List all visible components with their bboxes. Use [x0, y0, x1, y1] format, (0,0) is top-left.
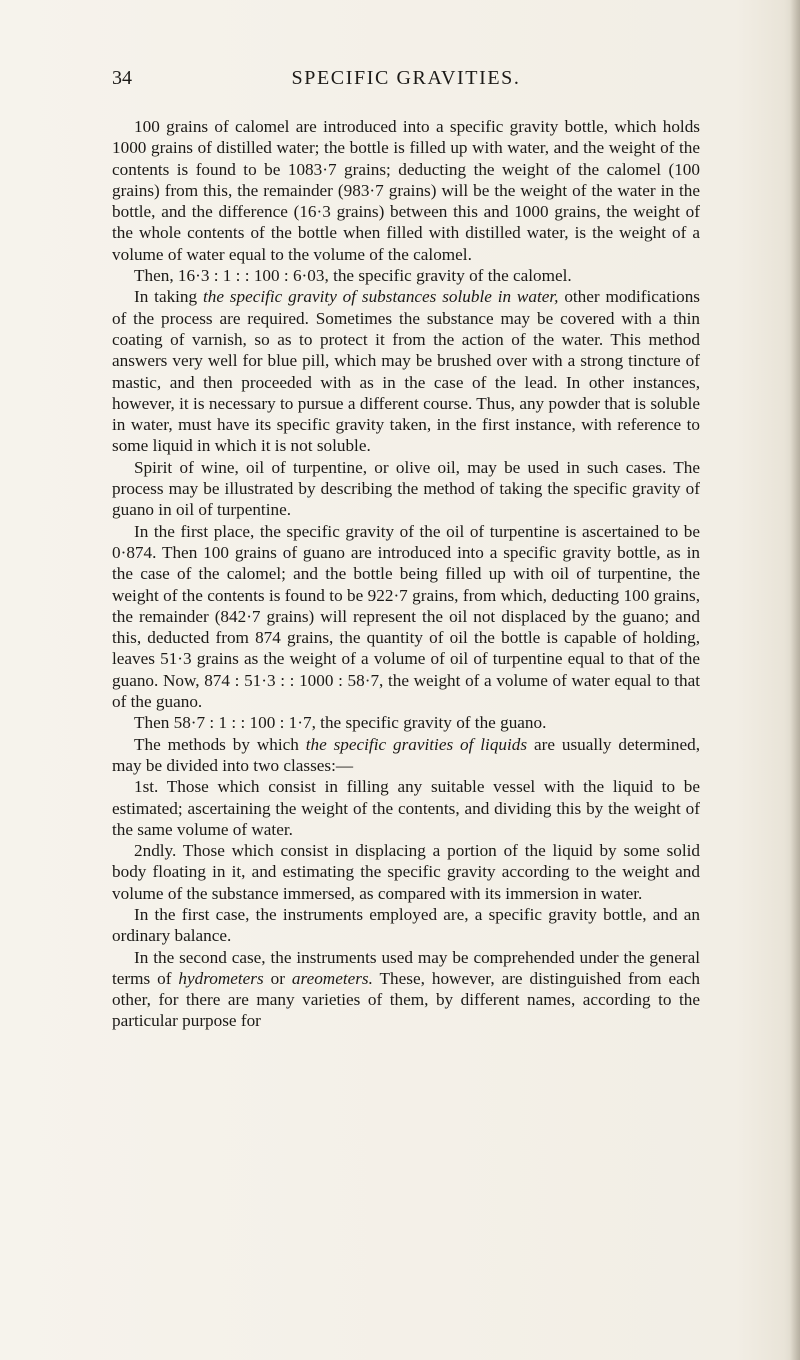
paragraph-first-case: In the first case, the instruments employed are, a specific gravity bottle, and an ordinary balance. [112, 904, 700, 946]
paragraph-text: These, however, are distinguished from each other, for there are many varieties of them, by different names, according to the particular purpose for [112, 968, 700, 1031]
page-edge-shadow [790, 0, 800, 1360]
page-number: 34 [112, 67, 132, 89]
italic-term: areometers. [291, 968, 373, 988]
paragraph-text: In the second case, the instruments used may be comprehended under the general terms of [112, 947, 700, 988]
paragraph-guano-result: Then 58·7 : 1 : : 100 : 1·7, the specific gravity of the guano. [134, 713, 547, 733]
paragraph-calomel-result: Then, 16·3 : 1 : : 100 : 6·03, the specific gravity of the calomel. [134, 266, 572, 286]
paragraph-liquid-methods [112, 734, 700, 777]
paragraph-second-class: 2ndly. Those which consist in displacing a portion of the liquid by some solid body floating in it, and estimating the specific gravity according to the weight and volume of the substance immersed, as compared with its immersion in water. [112, 841, 700, 903]
paragraph-calomel-method: 100 grains of calomel are introduced into a specific gravity bottle, which holds 1000 grains of distilled water; the bottle is filled up with water, and the weight of the contents is found to be 1083·7 grains; deducting the weight of the calomel (100 grains) from this, the remainder (983·7 grains) will be the weight of the water in the bottle, and the difference (16·3 grains) between this and 1000 grains, the weight of the whole contents of the bottle when filled with distilled water, is the weight of a volume of water equal to the volume of the calomel. [112, 117, 700, 264]
paragraph-second-case [112, 947, 700, 1032]
paragraph-text: other modifications of the process are required. Sometimes the substance may be covered with a thin coating of varnish, so as to protect it from the action of the water. This method answers very well for blue pill, which may be brushed over with a strong tincture of mastic, and then proceeded with as in the case of the lead. In other instances, however, it is necessary to pursue a different course. Thus, any powder that is soluble in water, must have its specific gravity taken, in the first instance, with reference to some liquid in which it is not soluble. [112, 287, 700, 456]
italic-term: hydrometers [178, 968, 264, 988]
paragraph-soluble-substances [112, 286, 700, 456]
paragraph-text: The methods by which [134, 734, 306, 754]
italic-phrase: the specific gravities of liquids [305, 734, 528, 754]
body-text [112, 116, 700, 1032]
page-header [112, 66, 700, 92]
paragraph-guano-method: In the first place, the specific gravity of the oil of turpentine is ascertained to be 0·874. Then 100 grains of guano are introduced into a specific gravity bottle, as in the case of the calomel; and the bottle being filled up with oil of turpentine, the weight of the contents is found to be 922·7 grains, from which, deducting 100 grains, the remainder (842·7 grains) will represent the oil not displaced by the guano; and this, deducted from 874 grains, the quantity of oil the bottle is capable of holding, leaves 51·3 grains as the weight of a volume of oil of turpentine equal to that of the guano. Now, 874 : 51·3 : : 1000 : 58·7, the weight of a volume of water equal to that of the guano. [112, 521, 700, 712]
running-head: SPECIFIC GRAVITIES. [291, 67, 521, 89]
paragraph-liquids-used: Spirit of wine, oil of turpentine, or olive oil, may be used in such cases. The process may be illustrated by describing the method of taking the specific gravity of guano in oil of turpentine. [112, 457, 700, 520]
paragraph-text: or [263, 968, 292, 988]
paragraph-text: are usually determined, may be divided into two classes:— [112, 734, 700, 775]
paragraph-text: In taking [134, 287, 203, 307]
paragraph-first-class: 1st. Those which consist in filling any suitable vessel with the liquid to be estimated; ascertaining the weight of the contents, and dividing this by the weight of the same volume of water. [112, 777, 700, 839]
italic-phrase: the specific gravity of substances soluble in water, [202, 287, 559, 307]
